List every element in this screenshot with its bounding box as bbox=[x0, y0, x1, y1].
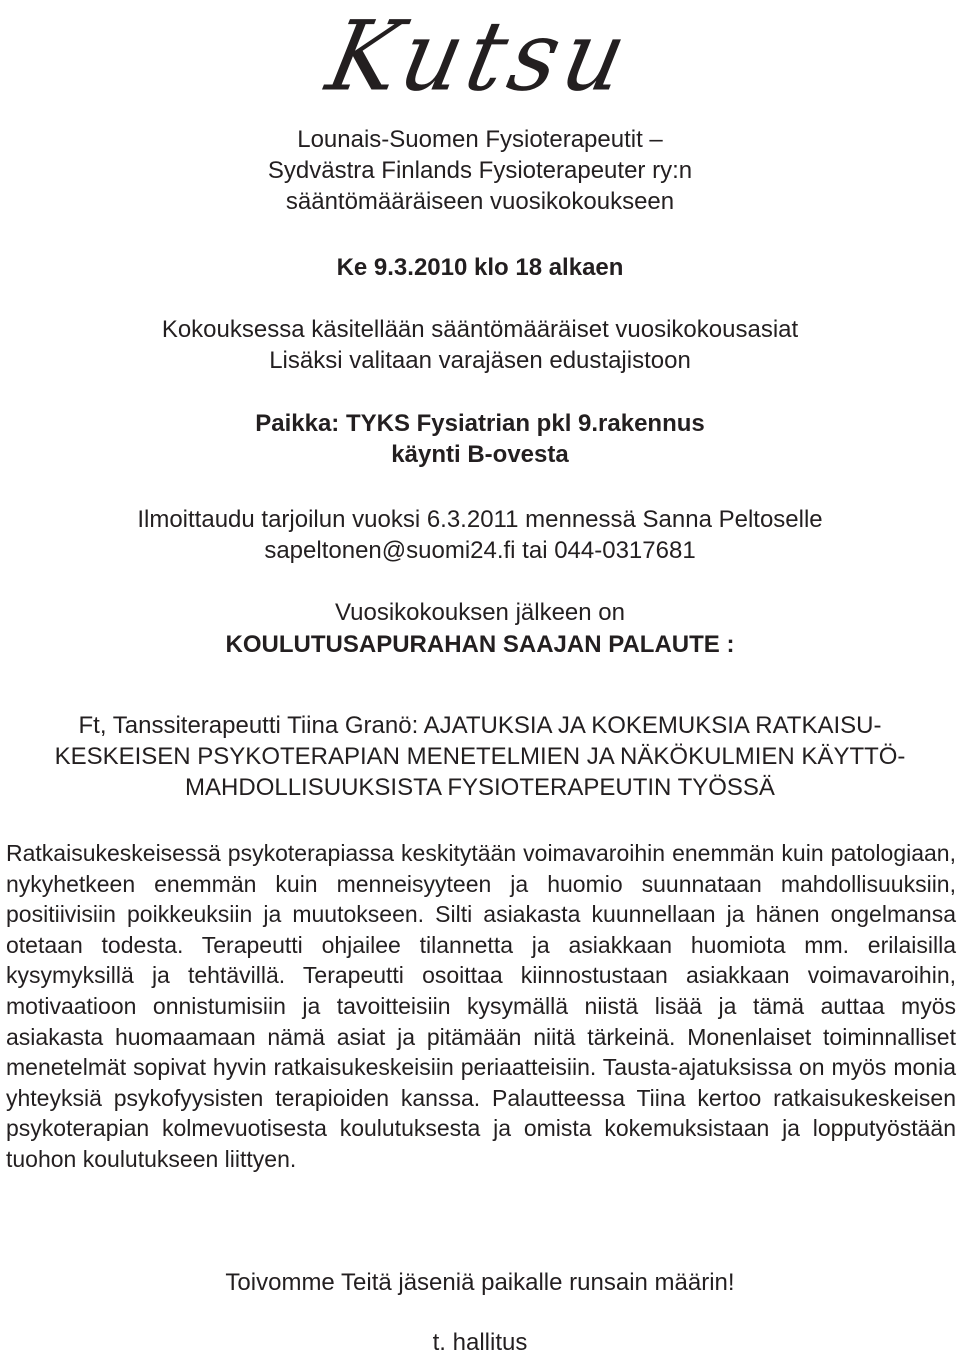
location-line-1: Paikka: TYKS Fysiatrian pkl 9.rakennus bbox=[255, 410, 705, 437]
header-line-1: Lounais-Suomen Fysioterapeutit – bbox=[297, 126, 663, 153]
lecture-title-line-1: Ft, Tanssiterapeutti Tiina Granö: AJATUKSIA JA KOKEMUKSIA RATKAISU- bbox=[78, 712, 882, 739]
meeting-date: Ke 9.3.2010 klo 18 alkaen bbox=[336, 254, 624, 281]
lecture-description-paragraph: Ratkaisukeskeisessä psykoterapiassa keskitytään voimavaroihin enemmän kuin patologiaan, nykyhetkeen enemmän kuin menneisyyteen ja huomio suunnataan mahdollisuuksiin, positiivisiin poikkeuksiin ja muutokseen. Silti asiakasta kuunnellaan ja hänen ongelmansa otetaan todesta. Terapeutti ohjailee tilannetta ja asiakkaan huomiota mm. erilaisilla kysymyksillä ja tehtävillä. Terapeutti osoittaa kiinnostustaan asiakkaan voimavaroihin, motivaatioon onnistumisiin ja tavoitteisiin kysymällä niistä lisää ja tämä auttaa myös asiakasta huomaamaan nämä asiat ja pitämään niitä tärkeinä. Monenlaiset toiminnalliset menetelmät sopivat hyvin ratkaisukeskeisiin periaatteisiin. Tausta-ajatuksissa on myös monia yhteyksiä psykofyysisten terapioiden kanssa. Palautteessa Tiina kertoo ratkaisukeskeisen psykoterapian kolmevuotisesta koulutuksesta ja omista kokemuksistaan ja lopputyöstään tuohon koulutukseen liittyen. bbox=[6, 840, 956, 1172]
page-title: Kutsu bbox=[318, 0, 642, 113]
lecture-title-line-3: MAHDOLLISUUKSISTA FYSIOTERAPEUTIN TYÖSSÄ bbox=[185, 774, 775, 801]
lecture-title-line-2: KESKEISEN PSYKOTERAPIAN MENETELMIEN JA NÄKÖKULMIEN KÄYTTÖ- bbox=[54, 743, 906, 770]
agenda-line-2: Lisäksi valitaan varajäsen edustajistoon bbox=[269, 347, 691, 374]
lecture-description bbox=[6, 838, 956, 1175]
location-line-2: käynti B-ovesta bbox=[391, 441, 569, 468]
agenda-line-1: Kokouksessa käsitellään sääntömääräiset vuosikokousasiat bbox=[161, 316, 799, 343]
closing-line: Toivomme Teitä jäseniä paikalle runsain määrin! bbox=[225, 1269, 735, 1296]
header-line-2: Sydvästra Finlands Fysioterapeuter ry:n bbox=[267, 157, 693, 184]
after-meeting-line-1: Vuosikokouksen jälkeen on bbox=[335, 599, 625, 626]
header-line-3: sääntömääräiseen vuosikokoukseen bbox=[285, 188, 675, 215]
after-meeting-line-2: KOULUTUSAPURAHAN SAAJAN PALAUTE : bbox=[225, 631, 735, 658]
registration-line-1: Ilmoittaudu tarjoilun vuoksi 6.3.2011 mennessä Sanna Peltoselle bbox=[137, 506, 823, 533]
registration-line-2: sapeltonen@suomi24.fi tai 044-0317681 bbox=[264, 537, 696, 564]
signature: t. hallitus bbox=[432, 1329, 528, 1356]
